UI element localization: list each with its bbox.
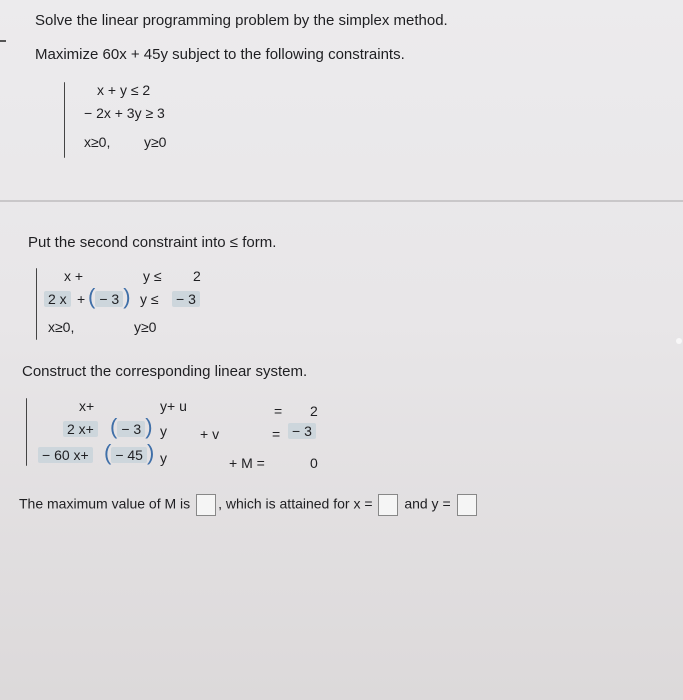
s2-row2-rhs xyxy=(288,423,316,439)
s2-row2-x xyxy=(63,421,98,437)
s2-row2-slack: + v xyxy=(200,426,220,442)
s2-row3-rhs: 0 xyxy=(310,455,318,471)
open-paren: ( xyxy=(110,414,118,439)
open-paren: ( xyxy=(88,284,96,309)
s2-row1-x: x+ xyxy=(79,398,95,414)
constraint-1: x + y ≤ 2 xyxy=(97,82,151,98)
open-paren: ( xyxy=(104,440,112,465)
s1-row2-x xyxy=(44,291,71,307)
s2-row3-y: y xyxy=(160,450,167,466)
margin-tick xyxy=(0,40,6,42)
section-divider xyxy=(0,200,683,202)
x-value-input[interactable] xyxy=(378,494,398,516)
s1-row2-rhs-fill: − 3 xyxy=(172,291,200,307)
s1-row1-x: x + xyxy=(64,268,84,284)
s1-row2-plus: + xyxy=(77,291,86,307)
s1-row2-y: y ≤ xyxy=(140,291,159,307)
step2-brace xyxy=(26,398,27,466)
s1-row2-coef-value: − 3 xyxy=(95,291,123,307)
objective-text: Maximize 60x + 45y subject to the following constraints. xyxy=(35,46,405,63)
s1-row2-x-fill: 2 x xyxy=(44,291,71,307)
max-value-input[interactable] xyxy=(196,494,216,516)
answer-text-max: The maximum value of M is xyxy=(19,495,191,512)
s2-row2-x-fill: 2 x+ xyxy=(63,421,98,437)
constraint-brace xyxy=(64,82,65,158)
s2-row3-m: + M = xyxy=(229,455,265,471)
s1-row2-rhs xyxy=(172,291,200,307)
s1-row1-y: y ≤ xyxy=(143,268,162,284)
constraint-y-nonneg: y≥0 xyxy=(144,134,167,150)
s2-row1-y: y+ u xyxy=(160,398,187,414)
s1-row3-y: y≥0 xyxy=(134,319,157,335)
s2-row3-coef xyxy=(104,440,154,466)
step1-prompt: Put the second constraint into ≤ form. xyxy=(28,234,277,251)
s2-row2-y: y xyxy=(160,423,167,439)
s2-row2-rhs-fill: − 3 xyxy=(288,423,316,439)
s2-row1-eq: = xyxy=(274,403,283,419)
step2-prompt: Construct the corresponding linear system. xyxy=(22,363,308,380)
s2-row3-x-fill: − 60 x+ xyxy=(38,447,93,463)
constraint-2: − 2x + 3y ≥ 3 xyxy=(84,105,165,121)
close-paren: ) xyxy=(145,414,153,439)
s1-row1-rhs: 2 xyxy=(193,268,201,284)
answer-text-y: and y = xyxy=(404,495,451,512)
edge-mark xyxy=(676,338,682,344)
s1-row3-x: x≥0, xyxy=(48,319,75,335)
y-value-input[interactable] xyxy=(457,494,477,516)
s1-row2-coef xyxy=(88,284,131,310)
constraint-x-nonneg: x≥0, xyxy=(84,134,111,150)
answer-line xyxy=(19,494,479,516)
s2-row3-x xyxy=(38,447,93,463)
close-paren: ) xyxy=(123,284,131,309)
s2-row2-coef-value: − 3 xyxy=(117,421,145,437)
s2-row1-rhs: 2 xyxy=(310,403,318,419)
s2-row2-eq: = xyxy=(272,426,281,442)
s2-row2-coef xyxy=(110,414,153,440)
step1-brace xyxy=(36,268,37,340)
close-paren: ) xyxy=(146,440,155,465)
instruction-text: Solve the linear programming problem by the simplex method. xyxy=(35,12,448,29)
answer-text-x: , which is attained for x = xyxy=(218,495,373,512)
s2-row3-coef-value: − 45 xyxy=(111,447,147,463)
